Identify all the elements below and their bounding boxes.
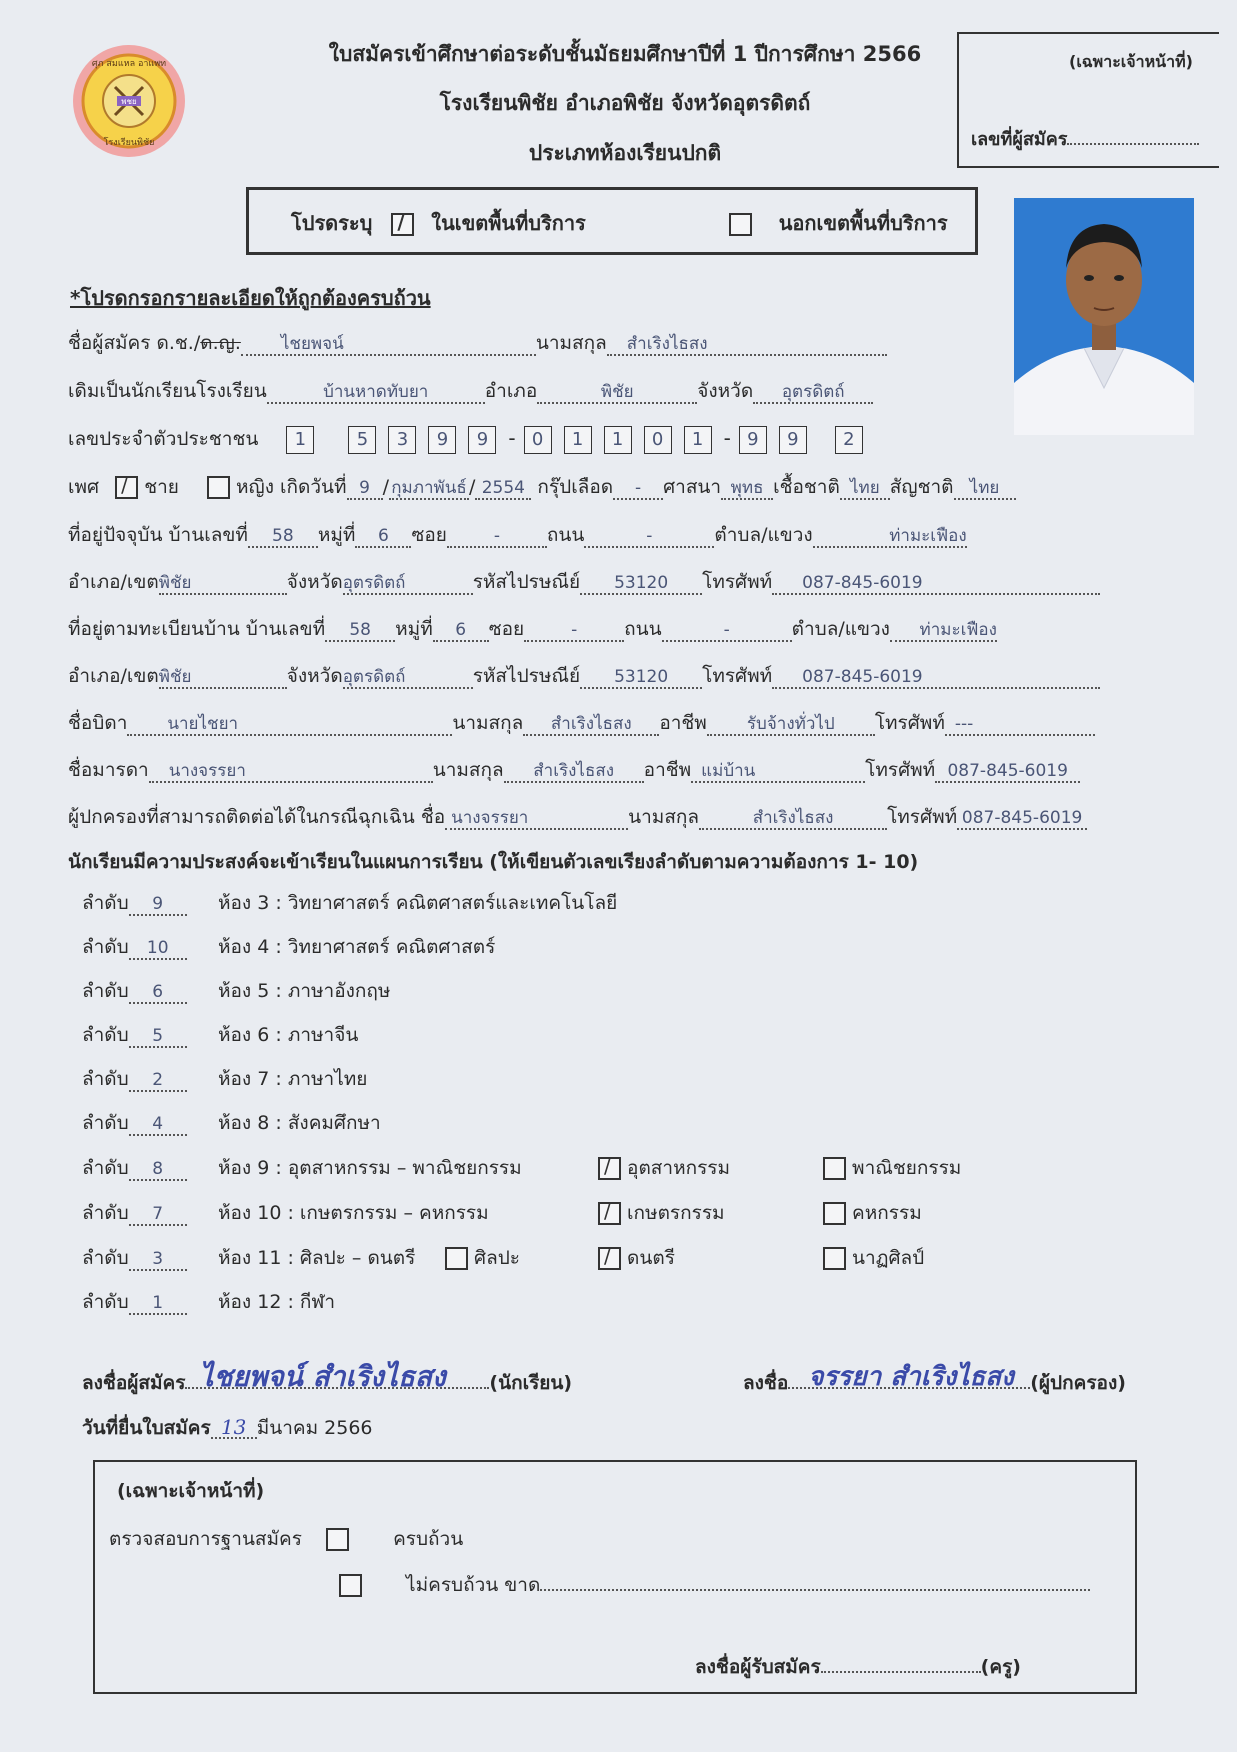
mother-surname-field[interactable]: สำเริงไธสง	[504, 761, 644, 783]
date-label: วันที่ยื่นใบสมัคร	[82, 1417, 211, 1439]
rank-field[interactable]: 9	[129, 894, 187, 916]
order-label: ลำดับ	[82, 1068, 129, 1090]
surname-label: นามสกุล	[628, 806, 700, 828]
order-label: ลำดับ	[82, 1024, 129, 1046]
incomplete-label: ไม่ครบถ้วน ขาด	[406, 1574, 541, 1596]
guardian-phone-field[interactable]: 087-845-6019	[957, 808, 1087, 830]
music-checkbox[interactable]	[598, 1247, 621, 1270]
complete-checkbox[interactable]	[326, 1528, 349, 1551]
sex-label: เพศ	[68, 476, 100, 498]
guardian-tag: (ผู้ปกครอง)	[1030, 1372, 1126, 1394]
surname-label: นามสกุล	[535, 332, 607, 354]
order-label: ลำดับ	[82, 1157, 129, 1179]
guardian-surname-field[interactable]: สำเริงไธสง	[699, 808, 887, 830]
rank-field[interactable]: 7	[129, 1204, 187, 1226]
soi-label: ซอย	[411, 524, 447, 546]
soi-label: ซอย	[488, 618, 525, 640]
phone-label: โทรศัพท์	[702, 665, 773, 687]
id-digit[interactable]: 1	[286, 426, 314, 454]
receiver-label: ลงชื่อผู้รับสมัคร	[695, 1656, 821, 1678]
application-form: พชย ศุภ สมแหล อาแพท โรงเรียนพิชัย ใบสมัครเข้าศึกษาต่อระดับชั้นมัธยมศึกษาปีที่ 1 ปีการศึกษา 2566 โรงเรียนพิชัย อำเภอพิชัย จังหวัดอุตรดิตถ์ ประเภทห้องเรียนปกติ (เฉพาะเจ้าหน้าที่) เลขที่ผู้สมัคร โปรดระบุ / ในเขตพื้นที่บริการ นอกเขตพื้นที่บริการ *โปรดกรอกรายละเอียดให้ถูกต้องครบถ้วน ชื่อผู้สมัคร ด.ช./ด.ญ. ไชยพจน์ นามสกุล สำเริงไธสง เดิมเป็นนักเรียนโรงเรียน บ้านหาดทับยา อำเภอ พิชัย จังหวัด อุตรดิตถ์ เลขประจำตัวประชาชน 1 5 3 9 9 - 0 1 1 0 1 - 9 9 2 เพศ / ชาย หญิง เกิดวันที่ 9 / กุมภาพันธ์ / 2554 กรุ๊ปเลือด - ศาสนา พุทธ เชื้อชาติ ไทย สัญชาติ ไทย ที่อยู่ปัจจุบัน บ้านเลขที่ 58 หมู่ที่ 6 ซอย - ถนน - ตำบล/แขวง ท่ามะเฟือง อำเภอ/เขตพิชัย จังหวัดอุตรดิตถ์ รหัสไปรษณีย์ 53120 โทรศัพท์ 087-845-6019 ที่อยู่ตามทะเบียนบ้าน บ้านเลขที่ 58 หมู่ที่ 6 ซอย - ถนน - ตำบล/แขวง ท่ามะเฟือง อำเภอ/เขตพิชัย จังหวัดอุตรดิตถ์ รหัสไปรษณีย์ 53120 โทรศัพท์ 087-845-6019 ชื่อบิดา นายไชยา นามสกุล สำเริงไธสง อาชีพ รับจ้างทั่วไป โทรศัพท์ --- ชื่อมารดา นางจรรยา นามสกุล สำเริงไธสง อาชีพ แม่บ้าน โทรศัพท์ 087-845-6019 ผู้ปกครองที่สามารถติดต่อได้ในกรณีฉุกเฉิน ชื่อ นางจรรยา นามสกุล สำเริงไธสง โทรศัพท์ 087-845-6019 นักเรียนมีความประสงค์จะเข้าเรียนในแผนการเรียน (ให้เขียนตัวเลขเรียงลำดับตามความต้องการ 1- 10) ลำดับ 9 ห้อง 3 : วิทยาศาสตร์ คณิตศาสตร์และเทคโนโลยี ลำดับ 10 ห้อง 4 : วิทยาศาสตร์ คณิตศาสตร์ ลำดับ 6 ห้อง 5 : ภาษาอังกฤษ ลำดับ 5 ห้อง 6 : ภาษาจีน ลำดับ 2 ห้อง 7 : ภาษาไทย ลำดับ 4 ห้อง 8 : สังคมศึกษา ลำดับ 8 ห้อง 9 : อุตสาหกรรม – พาณิชยกรรม / อุตสาหกรรม พาณิชยกรรม ลำดับ 7 ห้อง 10 : เกษตรกรรม – คหกรรม / เกษตรกรรม คหกรรม ลำดับ 3 ห้อง 11 : ศิลปะ – ดนตรี ศิลปะ / ดนตรี นาฏศิลป์ ลำดับ 1 ห้อง 12 : กีฬา ลงชื่อผู้สมัคร ไชยพจน์ สำเริงไธสง (นักเรียน) ลงชื่อ จรรยา สำเริงไธสง (ผู้ปกครอง) วันที่ยื่นใบสมัคร 13 มีนาคม 2566 (เฉพาะเจ้าหน้าที่) ตรวจสอบการฐานสมัคร ครบถ้วน ไม่ครบถ้วน ขาด ลงชื่อผู้รับสมัคร (ครู)	[0, 0, 1237, 1752]
registered-address-label: ที่อยู่ตามทะเบียนบ้าน บ้านเลขที่	[68, 618, 326, 640]
in-area-checkbox[interactable]	[391, 213, 414, 236]
nationality-label: สัญชาติ	[889, 476, 954, 498]
date-rest: มีนาคม 2566	[256, 1417, 373, 1439]
current-moo-field[interactable]: 6	[355, 526, 411, 548]
prev-school-label: เดิมเป็นนักเรียนโรงเรียน	[68, 380, 267, 402]
current-soi-field[interactable]: -	[447, 526, 547, 548]
job-label: อาชีพ	[643, 759, 692, 781]
plan-room: ห้อง 8 : สังคมศึกษา	[218, 1112, 381, 1134]
form-title: ใบสมัครเข้าศึกษาต่อระดับชั้นมัธยมศึกษาปีที่ 1 ปีการศึกษา 2566	[328, 42, 922, 66]
current-house-field[interactable]: 58	[248, 526, 318, 548]
birth-day-field[interactable]: 9	[347, 478, 383, 500]
rank-field[interactable]: 1	[129, 1293, 187, 1315]
id-digit[interactable]: 1	[604, 426, 632, 454]
subdistrict-label: ตำบล/แขวง	[791, 618, 890, 640]
prefix-girl: ด.ญ.	[200, 332, 241, 354]
subdistrict-label: ตำบล/แขวง	[714, 524, 813, 546]
phone-label: โทรศัพท์	[887, 806, 958, 828]
plan-room: ห้อง 7 : ภาษาไทย	[218, 1068, 368, 1090]
prev-district-field[interactable]: พิชัย	[537, 382, 697, 404]
religion-field[interactable]: พุทธ	[721, 478, 773, 500]
current-address-label: ที่อยู่ปัจจุบัน บ้านเลขที่	[68, 524, 248, 546]
commerce-checkbox[interactable]	[823, 1157, 846, 1180]
home-economics-checkbox[interactable]	[823, 1202, 846, 1225]
plan-room: ห้อง 4 : วิทยาศาสตร์ คณิตศาสตร์	[218, 936, 496, 958]
district-label: อำเภอ/เขต	[68, 571, 159, 593]
nationality-field[interactable]: ไทย	[954, 478, 1016, 500]
id-label: เลขประจำตัวประชาชน	[68, 428, 259, 450]
surname-field[interactable]: สำเริงไธสง	[607, 334, 887, 356]
province-label: จังหวัด	[286, 571, 343, 593]
mother-label: ชื่อมารดา	[68, 759, 149, 781]
current-postcode-field[interactable]: 53120	[580, 573, 702, 595]
male-label: ชาย	[144, 476, 179, 498]
applicant-signature: ไชยพจน์ สำเริงไธสง	[199, 1360, 446, 1393]
mother-phone-field[interactable]: 087-845-6019	[935, 761, 1080, 783]
option-label: ดนตรี	[627, 1247, 675, 1269]
out-area-checkbox[interactable]	[729, 213, 752, 236]
road-label: ถนน	[546, 524, 585, 546]
rank-field[interactable]: 8	[129, 1159, 187, 1181]
id-digit[interactable]: 9	[779, 426, 807, 454]
guardian-label: ผู้ปกครองที่สามารถติดต่อได้ในกรณีฉุกเฉิน ชื่อ	[68, 806, 446, 828]
plan-room: ห้อง 3 : วิทยาศาสตร์ คณิตศาสตร์และเทคโนโลยี	[218, 892, 618, 914]
order-label: ลำดับ	[82, 980, 129, 1002]
surname-label: นามสกุล	[452, 712, 524, 734]
surname-label: นามสกุล	[432, 759, 504, 781]
official-title: (เฉพาะเจ้าหน้าที่)	[117, 1480, 265, 1502]
road-label: ถนน	[624, 618, 662, 640]
id-digit[interactable]: 2	[835, 426, 863, 454]
mother-name-field[interactable]: นางจรรยา	[149, 761, 433, 783]
id-digit[interactable]: 9	[468, 426, 496, 454]
svg-text:ศุภ สมแหล อาแพท: ศุภ สมแหล อาแพท	[91, 59, 167, 69]
registered-house-field[interactable]: 58	[325, 620, 395, 642]
province-label: จังหวัด	[697, 380, 754, 402]
registered-soi-field[interactable]: -	[524, 620, 624, 642]
phone-label: โทรศัพท์	[874, 712, 945, 734]
plan-heading: นักเรียนมีความประสงค์จะเข้าเรียนในแผนการเรียน (ให้เขียนตัวเลขเรียงลำดับตามความต้องการ 1- 10)	[68, 851, 919, 873]
plan-room: ห้อง 9 : อุตสาหกรรม – พาณิชยกรรม	[218, 1157, 522, 1179]
religion-label: ศาสนา	[663, 476, 722, 498]
id-digit[interactable]: 1	[684, 426, 712, 454]
race-field[interactable]: ไทย	[840, 478, 890, 500]
prev-province-field[interactable]: อุตรดิตถ์	[753, 382, 873, 404]
applicant-no-label: เลขที่ผู้สมัคร	[971, 129, 1068, 150]
current-road-field[interactable]: -	[584, 526, 714, 548]
rank-field[interactable]: 3	[129, 1249, 187, 1271]
female-checkbox[interactable]	[207, 476, 230, 499]
race-label: เชื้อชาติ	[773, 476, 840, 498]
registered-moo-field[interactable]: 6	[433, 620, 489, 642]
guardian-signature: จรรยา สำเริงไธสง	[808, 1362, 1014, 1392]
district-label: อำเภอ	[484, 380, 538, 402]
id-digit[interactable]: 0	[524, 426, 552, 454]
svg-text:โรงเรียนพิชัย: โรงเรียนพิชัย	[103, 138, 155, 148]
receiver-signature-field[interactable]	[821, 1671, 981, 1673]
rank-field[interactable]: 10	[129, 938, 187, 960]
plan-room: ห้อง 11 : ศิลปะ – ดนตรี	[218, 1247, 416, 1269]
registered-postcode-field[interactable]: 53120	[580, 667, 702, 689]
postcode-label: รหัสไปรษณีย์	[472, 665, 581, 687]
postcode-label: รหัสไปรษณีย์	[472, 571, 581, 593]
current-district-field[interactable]: พิชัย	[159, 573, 287, 595]
moo-label: หมู่ที่	[317, 524, 356, 546]
birth-label: เกิดวันที่	[280, 476, 347, 498]
applicant-sign-label: ลงชื่อผู้สมัคร	[82, 1372, 186, 1394]
father-phone-field[interactable]: ---	[945, 714, 1095, 736]
option-label: เกษตรกรรม	[627, 1202, 725, 1224]
plan-room: ห้อง 10 : เกษตรกรรม – คหกรรม	[218, 1202, 489, 1224]
id-separator: -	[508, 426, 516, 450]
zone-box	[246, 187, 978, 255]
applicant-signature-field[interactable]	[185, 1360, 489, 1393]
id-digit[interactable]: 1	[564, 426, 592, 454]
registered-district-field[interactable]: พิชัย	[159, 667, 287, 689]
plan-room: ห้อง 5 : ภาษาอังกฤษ	[218, 980, 391, 1002]
rank-field[interactable]: 6	[129, 982, 187, 1004]
out-area-label: นอกเขตพื้นที่บริการ	[778, 211, 948, 235]
current-phone-field[interactable]: 087-845-6019	[772, 573, 1100, 595]
registered-province-field[interactable]: อุตรดิตถ์	[343, 667, 473, 689]
official-box-bottom	[93, 1460, 1137, 1694]
guardian-sign-label: ลงชื่อ	[743, 1372, 789, 1394]
guardian-signature-field[interactable]	[788, 1362, 1030, 1392]
id-digit[interactable]: 3	[388, 426, 416, 454]
current-province-field[interactable]: อุตรดิตถ์	[343, 573, 473, 595]
id-digit[interactable]: 0	[644, 426, 672, 454]
official-label: (เฉพาะเจ้าหน้าที่)	[1069, 52, 1193, 71]
student-tag: (นักเรียน)	[489, 1372, 573, 1394]
plan-room: ห้อง 6 : ภาษาจีน	[218, 1024, 359, 1046]
art-checkbox[interactable]	[445, 1247, 468, 1270]
province-label: จังหวัด	[286, 665, 343, 687]
order-label: ลำดับ	[82, 892, 129, 914]
id-digit[interactable]: 9	[428, 426, 456, 454]
mother-job-field[interactable]: แม่บ้าน	[691, 761, 865, 783]
female-label: หญิง	[235, 476, 274, 498]
option-label: ศิลปะ	[474, 1247, 521, 1269]
registered-road-field[interactable]: -	[662, 620, 792, 642]
job-label: อาชีพ	[659, 712, 707, 734]
order-label: ลำดับ	[82, 1112, 129, 1134]
plan-room: ห้อง 12 : กีฬา	[218, 1291, 336, 1313]
prev-school-field[interactable]: บ้านหาดทับยา	[267, 382, 485, 404]
registered-phone-field[interactable]: 087-845-6019	[772, 667, 1100, 689]
father-name-field[interactable]: นายไชยา	[127, 714, 452, 736]
option-label: นาฏศิลป์	[852, 1247, 925, 1269]
father-surname-field[interactable]: สำเริงไธสง	[523, 714, 659, 736]
industry-checkbox[interactable]	[598, 1157, 621, 1180]
name-label: ชื่อผู้สมัคร	[68, 332, 151, 354]
zone-prompt: โปรดระบุ	[291, 211, 373, 235]
applicant-no-field[interactable]	[1067, 143, 1199, 145]
blood-label: กรุ๊ปเลือด	[537, 476, 614, 498]
incomplete-checkbox[interactable]	[339, 1574, 362, 1597]
school-title: โรงเรียนพิชัย อำเภอพิชัย จังหวัดอุตรดิตถ์	[439, 91, 811, 115]
order-label: ลำดับ	[82, 1291, 129, 1313]
birth-year-field[interactable]: 2554	[475, 478, 531, 500]
instruction: *โปรดกรอกรายละเอียดให้ถูกต้องครบถ้วน	[70, 286, 431, 310]
svg-text:พชย: พชย	[121, 97, 137, 106]
current-subdistrict-field[interactable]: ท่ามะเฟือง	[813, 526, 967, 548]
prefix-boy: ด.ช./	[156, 332, 201, 354]
missing-items-field[interactable]	[540, 1589, 1090, 1591]
id-digit[interactable]: 9	[739, 426, 767, 454]
order-label: ลำดับ	[82, 936, 129, 958]
option-label: พาณิชยกรรม	[852, 1157, 962, 1179]
teacher-tag: (ครู)	[980, 1656, 1021, 1678]
date-day-field[interactable]: 13	[211, 1417, 257, 1439]
classroom-type: ประเภทห้องเรียนปกติ	[528, 141, 722, 165]
check-label: ตรวจสอบการฐานสมัคร	[109, 1528, 302, 1550]
thai-dance-checkbox[interactable]	[823, 1247, 846, 1270]
father-label: ชื่อบิดา	[68, 712, 128, 734]
birth-month-field[interactable]: กุมภาพันธ์	[389, 478, 469, 500]
order-label: ลำดับ	[82, 1202, 129, 1224]
official-box-top	[957, 32, 1219, 168]
blood-field[interactable]: -	[613, 478, 663, 500]
district-label: อำเภอ/เขต	[68, 665, 159, 687]
id-separator: -	[723, 426, 731, 450]
applicant-photo	[1014, 198, 1194, 435]
rank-field[interactable]: 2	[129, 1070, 187, 1092]
moo-label: หมู่ที่	[395, 618, 433, 640]
in-area-label: ในเขตพื้นที่บริการ	[431, 211, 586, 235]
registered-subdistrict-field[interactable]: ท่ามะเฟือง	[890, 620, 997, 642]
father-job-field[interactable]: รับจ้างทั่วไป	[707, 714, 875, 736]
phone-label: โทรศัพท์	[865, 759, 936, 781]
guardian-name-field[interactable]: นางจรรยา	[445, 808, 628, 830]
id-digit[interactable]: 5	[348, 426, 376, 454]
male-checkbox[interactable]	[115, 476, 138, 499]
rank-field[interactable]: 5	[129, 1026, 187, 1048]
complete-label: ครบถ้วน	[393, 1528, 464, 1550]
order-label: ลำดับ	[82, 1247, 129, 1269]
phone-label: โทรศัพท์	[702, 571, 773, 593]
first-name-field[interactable]: ไชยพจน์	[241, 334, 536, 356]
option-label: อุตสาหกรรม	[627, 1157, 731, 1179]
option-label: คหกรรม	[852, 1202, 922, 1224]
school-logo	[70, 42, 188, 160]
agriculture-checkbox[interactable]	[598, 1202, 621, 1225]
rank-field[interactable]: 4	[129, 1114, 187, 1136]
